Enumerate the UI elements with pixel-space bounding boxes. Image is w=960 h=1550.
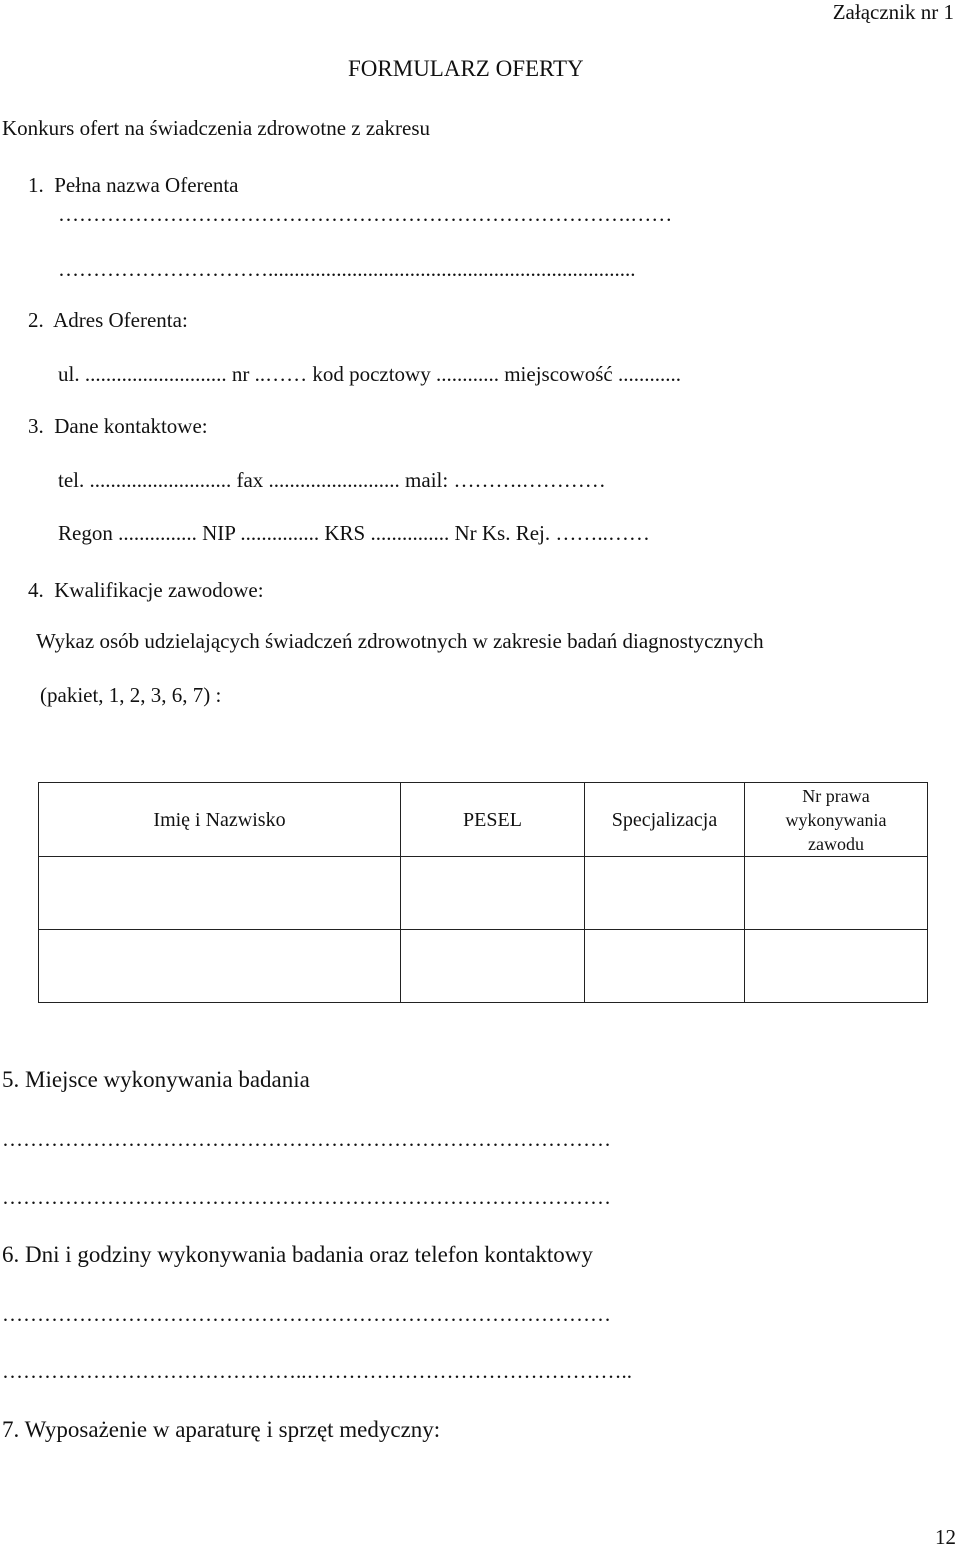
form-title: FORMULARZ OFERTY bbox=[348, 56, 584, 81]
column-header-name: Imię i Nazwisko bbox=[39, 783, 401, 857]
column-header-pesel: PESEL bbox=[401, 783, 585, 857]
table-row bbox=[39, 930, 928, 1003]
name-cell[interactable] bbox=[39, 930, 401, 1003]
contact-line: tel. ........................... fax ......................... mail: ……….………… bbox=[58, 468, 606, 492]
license-number-cell[interactable] bbox=[745, 857, 928, 930]
full-name-line-1: ……………………………………………………………………….…… bbox=[58, 202, 673, 226]
column-header-specialization: Specjalizacja bbox=[585, 783, 745, 857]
pesel-cell[interactable] bbox=[401, 857, 585, 930]
package-list: (pakiet, 1, 2, 3, 6, 7) : bbox=[40, 683, 222, 707]
specialization-cell[interactable] bbox=[585, 857, 745, 930]
contest-intro: Konkurs ofert na świadczenia zdrowotne z zakresu bbox=[2, 116, 430, 140]
section-1-heading: 1. Pełna nazwa Oferenta bbox=[28, 173, 239, 197]
exam-location-line-2: …………………………………………………………………………… bbox=[2, 1185, 611, 1209]
table-row bbox=[39, 857, 928, 930]
license-number-cell[interactable] bbox=[745, 930, 928, 1003]
address-line: ul. ........................... nr ..…… kod pocztowy ............ miejscowość ............ bbox=[58, 362, 681, 386]
annex-label: Załącznik nr 1 bbox=[832, 0, 954, 24]
staff-list-description: Wykaz osób udzielających świadczeń zdrowotnych w zakresie badań diagnostycznych bbox=[36, 629, 764, 653]
staff-table bbox=[38, 782, 928, 1003]
section-4-heading: 4. Kwalifikacje zawodowe: bbox=[28, 578, 264, 602]
section-6-heading: 6. Dni i godziny wykonywania badania oraz telefon kontaktowy bbox=[2, 1242, 593, 1267]
section-7-heading: 7. Wyposażenie w aparaturę i sprzęt medyczny: bbox=[2, 1417, 441, 1442]
column-header-license-number bbox=[745, 783, 928, 857]
schedule-line-2: ……………………………………..……………………………………….. bbox=[2, 1359, 632, 1383]
pesel-cell[interactable] bbox=[401, 930, 585, 1003]
registry-line: Regon ............... NIP ............... KRS ............... Nr Ks. Rej. ……..…… bbox=[58, 521, 650, 545]
exam-location-line-1: …………………………………………………………………………… bbox=[2, 1127, 611, 1151]
name-cell[interactable] bbox=[39, 857, 401, 930]
section-5-heading: 5. Miejsce wykonywania badania bbox=[2, 1067, 310, 1092]
full-name-line-2: …………………………...................................................................... bbox=[58, 257, 636, 281]
page-number: 12 bbox=[935, 1525, 956, 1549]
license-number-header-text: Nr prawa wykonywania zawodu bbox=[785, 785, 887, 854]
schedule-line-1: …………………………………………………………………………… bbox=[2, 1302, 611, 1326]
section-3-heading: 3. Dane kontaktowe: bbox=[28, 414, 208, 438]
staff-table-header-row bbox=[39, 783, 928, 857]
section-2-heading: 2. Adres Oferenta: bbox=[28, 308, 188, 332]
specialization-cell[interactable] bbox=[585, 930, 745, 1003]
